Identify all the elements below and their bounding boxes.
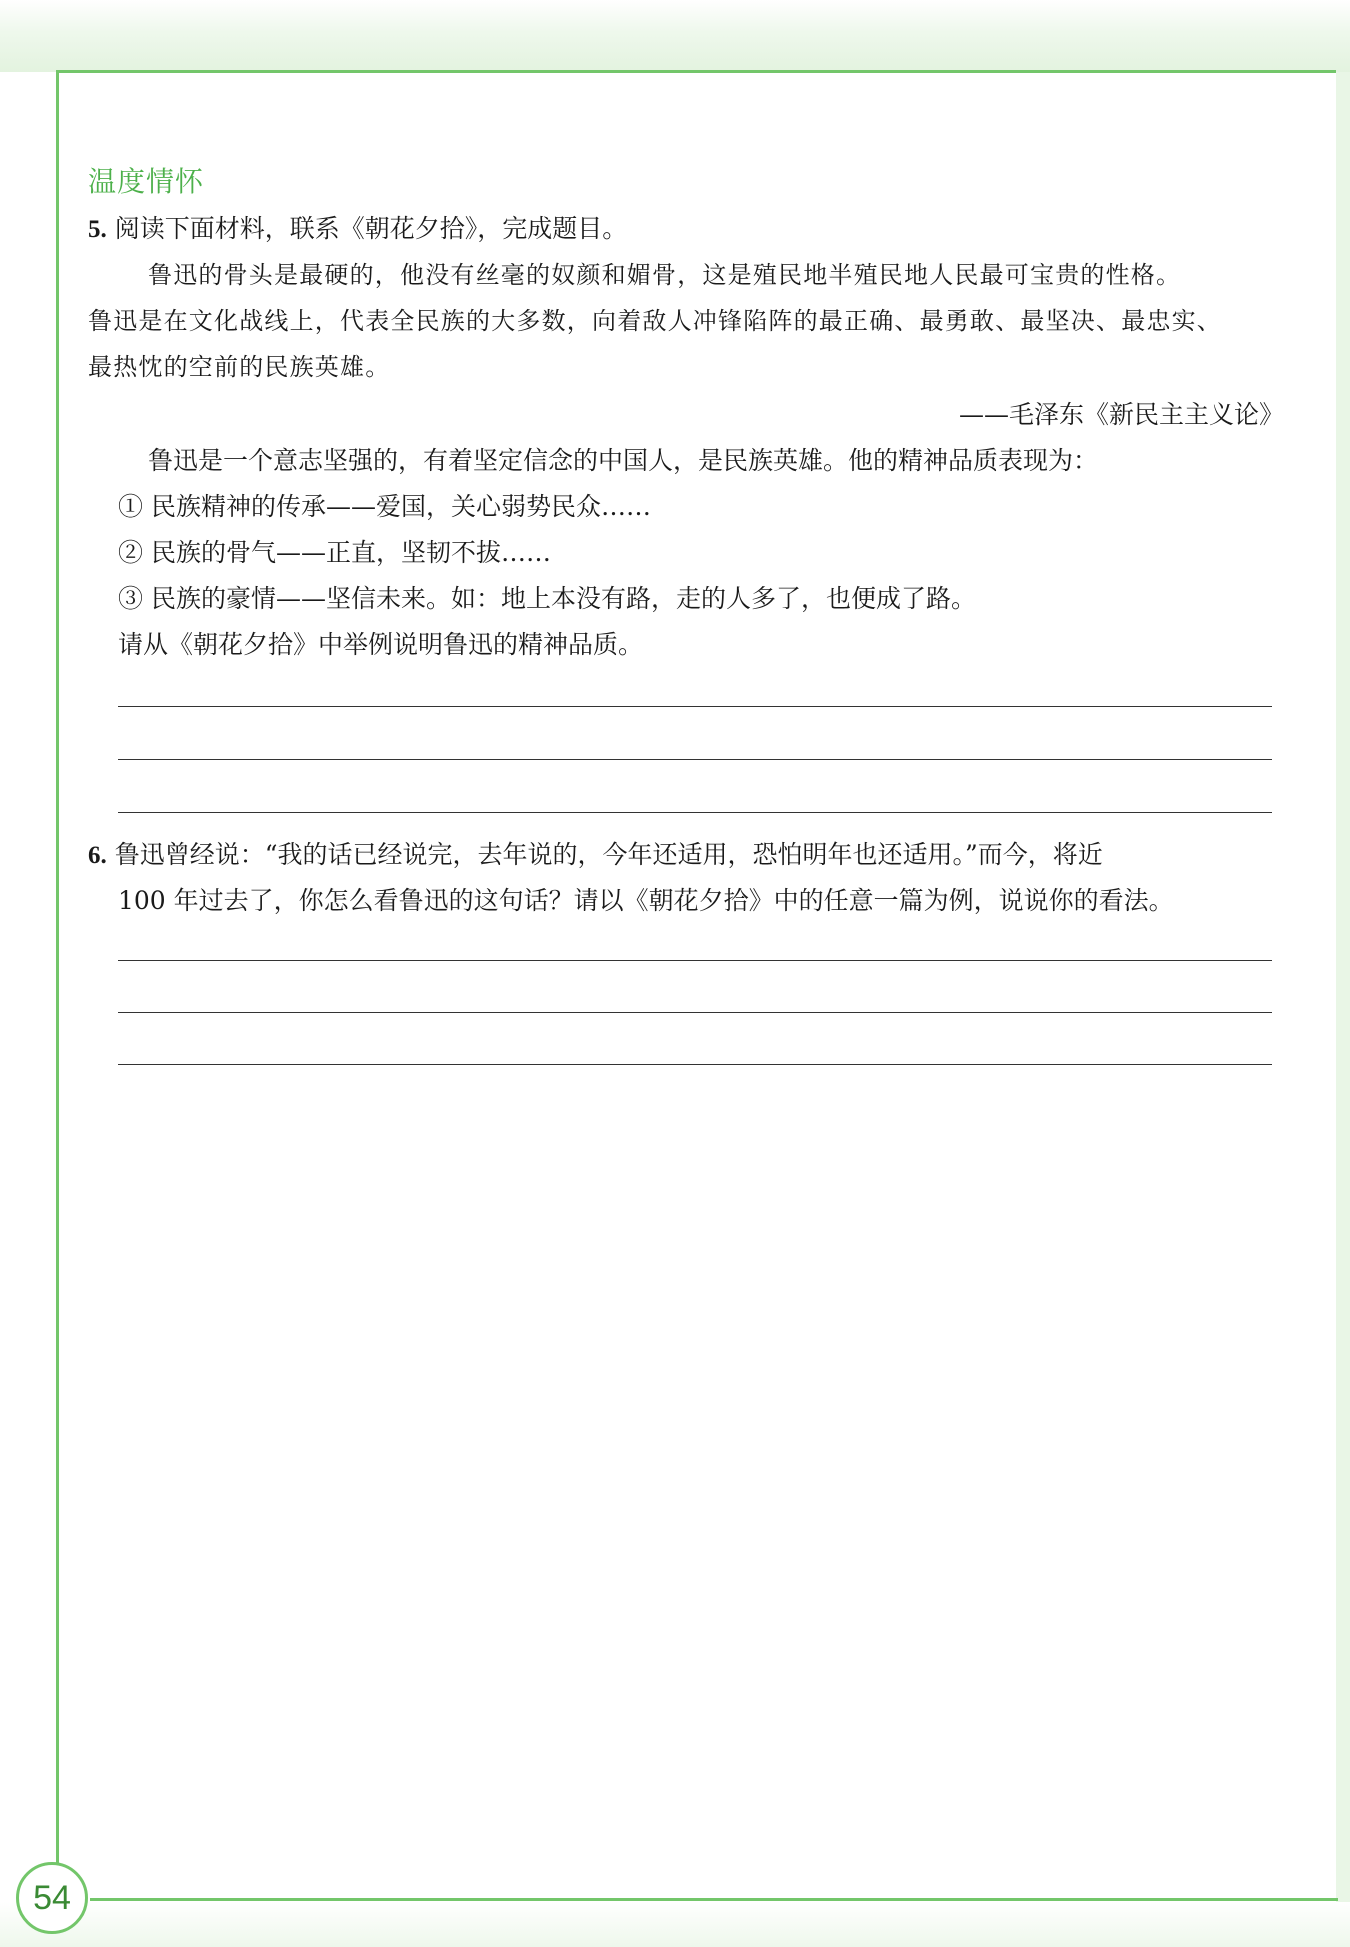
top-decor-band [0,0,1350,72]
q5-task: 请从《朝花夕拾》中举例说明鲁迅的精神品质。 [118,630,644,659]
q5-intro: 鲁迅是一个意志坚强的，有着坚定信念的中国人，是民族英雄。他的精神品质表现为： [148,446,1099,475]
q5-point-3: ③ 民族的豪情——坚信未来。如：地上本没有路，走的人多了，也便成了路。 [118,584,976,613]
q6-answer-line-3[interactable] [118,1064,1272,1065]
q6-number: 6. [88,842,107,869]
q5-quote-line-2: 鲁迅是在文化战线上，代表全民族的大多数，向着敌人冲锋陷阵的最正确、最勇敢、最坚决、最忠实、 [88,307,1222,335]
page-number: 54 [16,1862,88,1934]
q5-prompt-line [88,212,627,247]
q5-answer-line-3[interactable] [118,812,1272,813]
q5-answer-line-1[interactable] [118,706,1272,707]
page-frame [56,70,1336,1900]
q5-prompt: 阅读下面材料，联系《朝花夕拾》，完成题目。 [114,214,628,243]
q5-number: 5. [88,216,107,243]
section-title: 温度情怀 [88,165,205,198]
q5-quote-line-1: 鲁迅的骨头是最硬的，他没有丝毫的奴颜和媚骨，这是殖民地半殖民地人民最可宝贵的性格。 [148,261,1182,289]
q6-line-1 [88,838,1103,873]
footer-rule [90,1898,1338,1901]
q6-answer-line-1[interactable] [118,960,1272,961]
q6-answer-line-2[interactable] [118,1012,1272,1013]
q5-attribution: ——毛泽东《新民主主义论》 [958,400,1284,429]
bottom-decor-strip [0,1902,1350,1947]
q5-point-2: ② 民族的骨气——正直，坚韧不拔…… [118,538,551,567]
q5-point-1: ① 民族精神的传承——爱国，关心弱势民众…… [118,492,651,521]
right-decor-strip [1336,72,1350,1902]
q6-text-1: 鲁迅曾经说：“我的话已经说完，去年说的，今年还适用，恐怕明年也还适用。”而今，将近 [114,840,1103,869]
q6-line-2: 100 年过去了，你怎么看鲁迅的这句话？请以《朝花夕拾》中的任意一篇为例，说说你的看法。 [118,886,1174,915]
q5-answer-line-2[interactable] [118,759,1272,760]
q5-quote-line-3: 最热忱的空前的民族英雄。 [88,353,391,381]
